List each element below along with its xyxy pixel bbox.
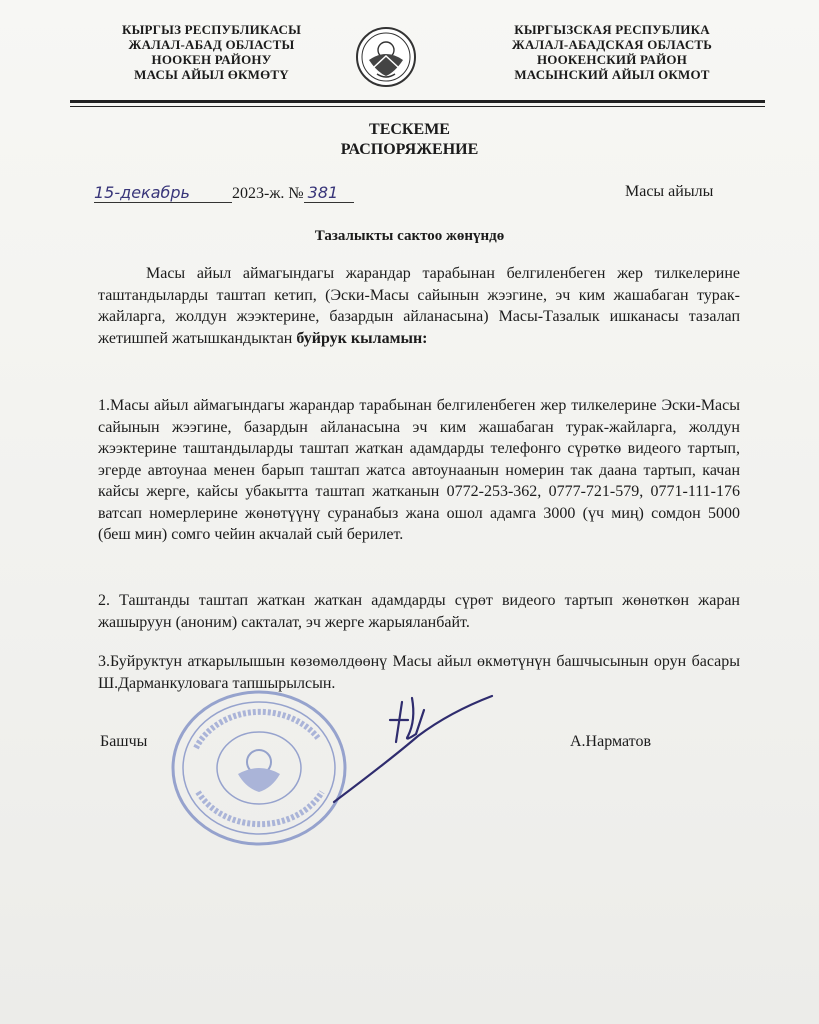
header-right-line: КЫРГЫЗСКАЯ РЕСПУБЛИКА — [514, 22, 710, 37]
header-left-line: МАСЫ АЙЫЛ ӨКМӨТҮ — [134, 67, 289, 82]
title-kyrgyz: ТЕСКЕМЕ — [369, 121, 450, 138]
point-1: 1.Масы айыл аймагындагы жарандар тарабынан белгиленбеген жер тилкелерине Эски-Масы сайынын жээгине, базардын айланасына эч ким жашабаган турак-жайларга, жолдун жээктерине таштандыларды таштап жаткан адамдарды телефонго сүрөткө видеого тартып, эгерде автоунаа менен барып таштап жатса автоунаанын номерин так даана тартып, качан кайсы жерге, кайсы убакытта таштап жатканын 0772-253-362, 0777-721-579, 0771-111-176 ватсап номерлерине жөнөтүүнү суранабыз жана ошол адамга 3000 (үч миң) сомдон 5000 (беш мин) сомго чейин акчалай сый берилет. — [98, 397, 740, 543]
point-3: 3.Буйруктун аткарылышын көзөмөлдөөнү Масы айыл өкмөтүнүн башчысынын орун басары Ш.Дарманкуловага тапшырылсын. — [98, 653, 740, 692]
header-left-line: ЖАЛАЛ-АБАД ОБЛАСТЫ — [128, 37, 295, 52]
title-russian: РАСПОРЯЖЕНИЕ — [340, 141, 479, 158]
header-left-line: КЫРГЫЗ РЕСПУБЛИКАСЫ — [121, 22, 302, 37]
intro-bold: буйрук кыламын: — [296, 329, 428, 347]
signatory-title: Башчы — [100, 733, 148, 750]
year-text: 2023-ж. № — [232, 185, 304, 202]
header-right-line: МАСЫНСКИЙ АЙЫЛ ОКМОТ — [514, 67, 710, 82]
header-divider-thick — [70, 100, 765, 103]
header-divider-thin — [70, 106, 765, 107]
handwritten-number: 381 — [304, 183, 354, 203]
point-2: 2. Таштанды таштап жаткан жаткан адамдарды сүрөт видеого тартып жөнөткөн жаран жашыруун (аноним) сакталат, эч жерге жарыяланбайт. — [98, 592, 740, 631]
header-right — [492, 22, 732, 82]
handwritten-date: 15-декабрь — [94, 183, 232, 203]
date-line — [94, 183, 354, 203]
signatory-name: А.Нарматов — [570, 733, 652, 750]
subject-heading: Тазалыкты сактоо жөнүндө — [314, 228, 505, 244]
state-emblem-icon — [355, 26, 417, 88]
header-right-line: ЖАЛАЛ-АБАДСКАЯ ОБЛАСТЬ — [511, 37, 713, 52]
header-right-line: НООКЕНСКИЙ РАЙОН — [536, 52, 688, 67]
header-left — [104, 22, 319, 82]
header-left-line: НООКЕН РАЙОНУ — [151, 52, 272, 67]
place-name: Масы айылы — [625, 183, 714, 200]
document-title — [0, 120, 819, 160]
intro-paragraph — [98, 263, 740, 349]
handwritten-signature-icon — [320, 690, 500, 810]
intro-text: Масы айыл аймагындагы жарандар тарабынан белгиленбеген жер тилкелерине таштандыларды таштап кетип, (Эски-Масы сайынын жээгине, эч ким жашабаган турак-жайларга, жолдун жээктерине, базардын айланасына) Масы-Тазалык ишканасы тазалап жетишпей жатышкандыктан — [98, 265, 740, 347]
